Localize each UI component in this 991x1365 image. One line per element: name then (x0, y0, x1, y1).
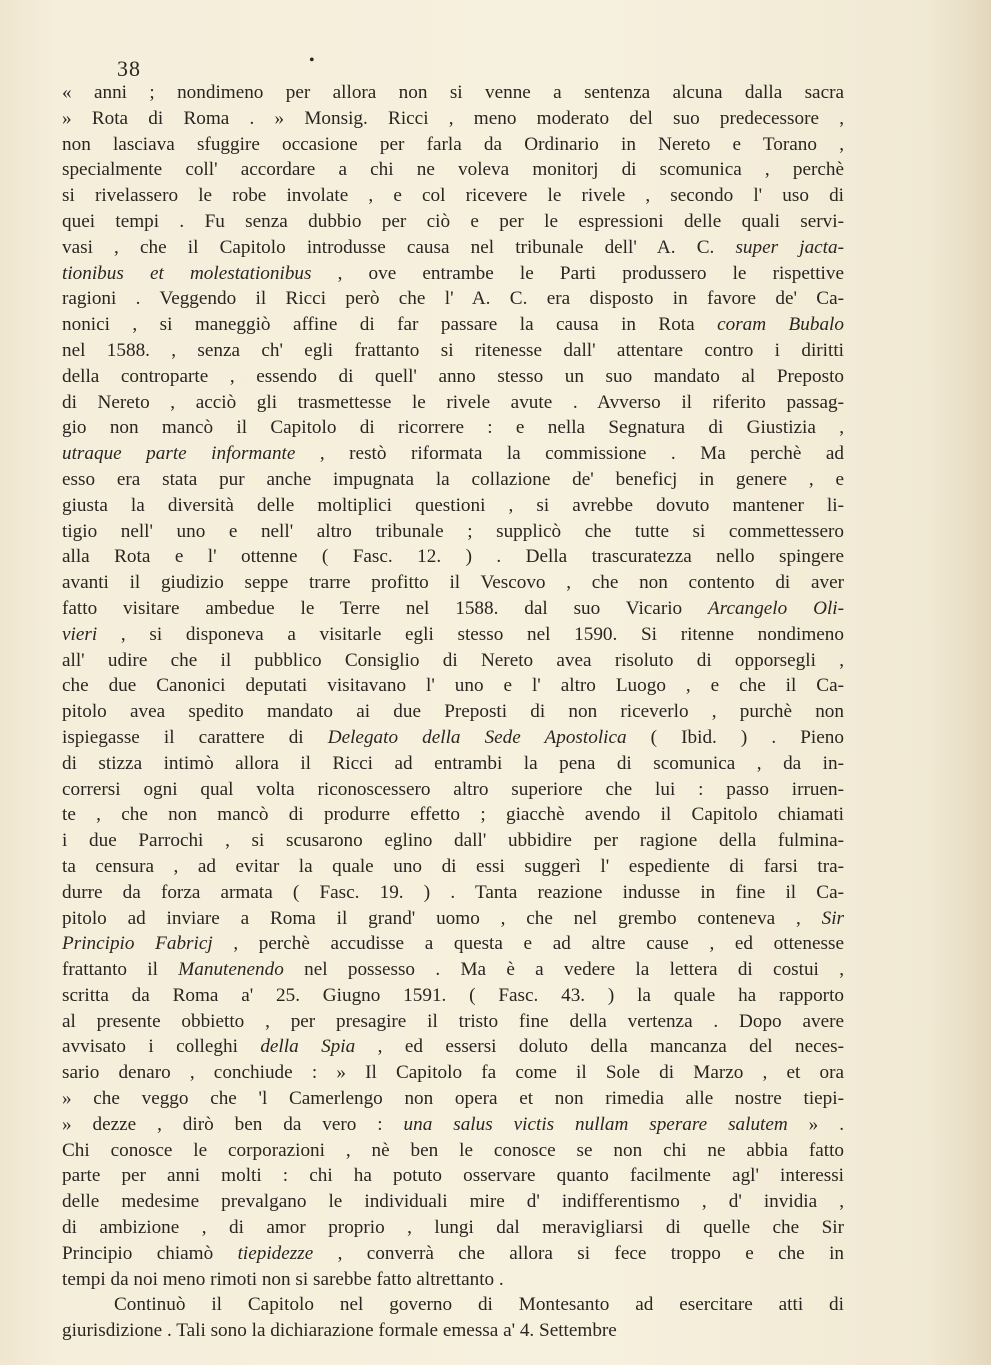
text-run: Chi conosce le corporazioni , nè ben le conosce se non chi ne abbia fatto (62, 1139, 844, 1161)
text-line (62, 802, 844, 828)
text-run: , converrà che allora si fece troppo e che in (313, 1242, 844, 1264)
text-line (62, 1318, 844, 1344)
text-run: pitolo avea spedito mandato ai due Preposti di non riceverlo , purchè non (62, 701, 844, 723)
body-text (62, 80, 844, 1344)
text-line (62, 183, 844, 209)
text-run: nel possesso . Ma è a vedere la lettera di costui , (283, 959, 844, 981)
text-line (62, 1215, 844, 1241)
italic-text: Manutenendo (178, 959, 284, 981)
text-run: » che veggo che 'l Camerlengo non opera et non rimedia alle nostre tiepi- (62, 1088, 844, 1110)
italic-text: Principio Fabricj (62, 933, 213, 955)
text-run: della controparte , essendo di quell' anno stesso un suo mandato al Preposto (62, 365, 844, 387)
text-line (62, 80, 844, 106)
text-run: Continuò il Capitolo nel governo di Montesanto ad esercitare atti di (114, 1294, 844, 1316)
text-line (62, 1267, 844, 1293)
text-line (62, 312, 844, 338)
text-line (62, 1189, 844, 1215)
italic-text: tionibus et molestationibus (62, 262, 312, 284)
text-run: specialmente coll' accordare a chi ne voleva monitorj di scomunica , perchè (62, 159, 844, 181)
italic-text: Delegato della Sede Apostolica (327, 726, 627, 748)
text-run: » Rota di Roma . » Monsig. Ricci , meno moderato del suo predecessore , (62, 107, 844, 129)
text-run: tigio nell' uno e nell' altro tribunale ; supplicò che tutte si commettessero (62, 520, 844, 542)
text-run: giusta la diversità delle moltiplici questioni , si avrebbe dovuto mantener li- (62, 494, 844, 516)
page-mark: • (309, 52, 315, 69)
text-line (62, 854, 844, 880)
text-line (62, 828, 844, 854)
text-line (62, 725, 844, 751)
italic-text: della Spia (260, 1036, 356, 1058)
text-line (62, 441, 844, 467)
text-line (62, 777, 844, 803)
text-run: , si disponeva a visitarle egli stesso nel 1590. Si ritenne nondimeno (97, 623, 844, 645)
text-run: esso era stata pur anche impugnata la collazione de' beneficj in genere , e (62, 468, 844, 490)
text-line (62, 157, 844, 183)
text-run: sario denaro , conchiude : » Il Capitolo fa come il Sole di Marzo , et ora (62, 1062, 844, 1084)
text-line (62, 415, 844, 441)
text-run: corrersi ogni qual volta riconoscessero altro superiore che lui : passo irruen- (62, 778, 844, 800)
text-line (62, 1060, 844, 1086)
text-line (62, 1241, 844, 1267)
italic-text: super jacta- (735, 236, 844, 258)
text-run: nonici , si maneggiò affine di far passare la causa in Rota (62, 314, 718, 336)
text-run: i due Parrochi , si scusarono eglino dall' ubbidire per ragione della fulmina- (62, 830, 844, 852)
text-run: delle medesime prevalgano le individuali mire d' indifferentismo , d' invidia , (62, 1191, 844, 1213)
text-line (62, 493, 844, 519)
text-run: Principio chiamò (62, 1242, 238, 1264)
text-run: alla Rota e l' ottenne ( Fasc. 12. ) . Della trascuratezza nello spingere (62, 546, 844, 568)
text-line (62, 467, 844, 493)
text-line (62, 132, 844, 158)
text-run: durre da forza armata ( Fasc. 19. ) . Tanta reazione indusse in fine il Ca- (62, 881, 844, 903)
text-run: ispiegasse il carattere di (62, 726, 328, 748)
italic-text: utraque parte informante (62, 443, 296, 465)
italic-text: una salus victis nullam sperare salutem (403, 1113, 788, 1135)
text-line (62, 1163, 844, 1189)
text-run: avanti il giudizio seppe trarre profitto il Vescovo , che non contento di aver (62, 572, 844, 594)
text-line (62, 235, 844, 261)
text-line (62, 570, 844, 596)
text-run: ragioni . Veggendo il Ricci però che l' A. C. era disposto in favore de' Ca- (62, 288, 844, 310)
text-line (62, 1292, 844, 1318)
text-line (62, 906, 844, 932)
page-number: 38 (117, 56, 141, 81)
text-run: ta censura , ad evitar la quale uno di essi suggerì l' espediente di farsi tra- (62, 855, 844, 877)
text-line (62, 390, 844, 416)
text-run: ( Ibid. ) . Pieno (626, 726, 844, 748)
text-line (62, 596, 844, 622)
italic-text: Arcangelo Oli- (708, 597, 844, 619)
text-run: » . (787, 1113, 844, 1135)
text-line (62, 1138, 844, 1164)
text-run: te , che non mancò di produrre effetto ; giacchè avendo il Capitolo chiamati (62, 804, 844, 826)
text-line (62, 1112, 844, 1138)
text-run: scritta da Roma a' 25. Giugno 1591. ( Fasc. 43. ) la quale ha rapporto (62, 984, 844, 1006)
text-run: fatto visitare ambedue le Terre nel 1588. dal suo Vicario (62, 597, 709, 619)
text-run: avvisato i colleghi (62, 1036, 261, 1058)
text-run: non lasciava sfuggire occasione per farla da Ordinario in Nereto e Torano , (62, 133, 844, 155)
text-line (62, 1009, 844, 1035)
italic-text: Sir (821, 907, 844, 929)
text-run: « anni ; nondimeno per allora non si venne a sentenza alcuna dalla sacra (62, 82, 844, 103)
text-run: gio non mancò il Capitolo di ricorrere : e nella Segnatura di Giustizia , (62, 417, 844, 439)
italic-text: tiepidezze (237, 1242, 314, 1264)
text-run: all' udire che il pubblico Consiglio di Nereto avea risoluto di opporsegli , (62, 649, 844, 671)
text-line (62, 519, 844, 545)
text-run: giurisdizione . Tali sono la dichiarazione formale emessa a' 4. Settembre (62, 1320, 617, 1342)
text-line (62, 106, 844, 132)
page-edge-shadow (929, 0, 991, 1365)
text-run: , ed essersi doluto della mancanza del neces- (355, 1036, 844, 1058)
text-line (62, 286, 844, 312)
text-line (62, 544, 844, 570)
text-line (62, 261, 844, 287)
text-line (62, 209, 844, 235)
text-line (62, 957, 844, 983)
text-line (62, 673, 844, 699)
text-line (62, 364, 844, 390)
text-run: nel 1588. , senza ch' egli frattanto si ritenesse dall' attentare contro i diritti (62, 339, 844, 361)
text-line (62, 648, 844, 674)
text-line (62, 751, 844, 777)
text-run: , restò riformata la commissione . Ma perchè ad (295, 443, 844, 465)
text-line (62, 699, 844, 725)
text-run: vasi , che il Capitolo introdusse causa nel tribunale dell' A. C. (62, 236, 736, 258)
text-line (62, 622, 844, 648)
italic-text: vieri (62, 623, 98, 645)
text-run: parte per anni molti : chi ha potuto osservare quanto facilmente agl' interessi (62, 1165, 844, 1187)
text-run: di ambizione , di amor proprio , lungi dal meravigliarsi di quelle che Sir (62, 1217, 844, 1239)
text-run: tempi da noi meno rimoti non si sarebbe fatto altrettanto . (62, 1268, 504, 1290)
text-line (62, 983, 844, 1009)
text-run: , ove entrambe le Parti produssero le rispettive (311, 262, 844, 284)
text-line (62, 338, 844, 364)
text-run: al presente obbietto , per presagire il tristo fine della vertenza . Dopo avere (62, 1010, 844, 1032)
text-run: , perchè accudisse a questa e ad altre cause , ed ottenesse (212, 933, 844, 955)
text-line (62, 1086, 844, 1112)
text-run: frattanto il (62, 959, 179, 981)
text-line (62, 931, 844, 957)
text-run: che due Canonici deputati visitavano l' uno e l' altro Luogo , e che il Ca- (62, 675, 844, 697)
text-line (62, 1034, 844, 1060)
text-run: di stizza intimò allora il Ricci ad entrambi la pena di scomunica , da in- (62, 752, 844, 774)
text-run: di Nereto , acciò gli trasmettesse le rivele avute . Avverso il riferito passag- (62, 391, 844, 413)
italic-text: coram Bubalo (717, 314, 844, 336)
text-run: quei tempi . Fu senza dubbio per ciò e per le espressioni delle quali servi- (62, 210, 844, 232)
text-run: pitolo ad inviare a Roma il grand' uomo , che nel grembo conteneva , (62, 907, 822, 929)
text-run: si rivelassero le robe involate , e col ricevere le rivele , secondo l' uso di (62, 185, 844, 207)
text-line (62, 880, 844, 906)
text-run: » dezze , dirò ben da vero : (62, 1113, 404, 1135)
